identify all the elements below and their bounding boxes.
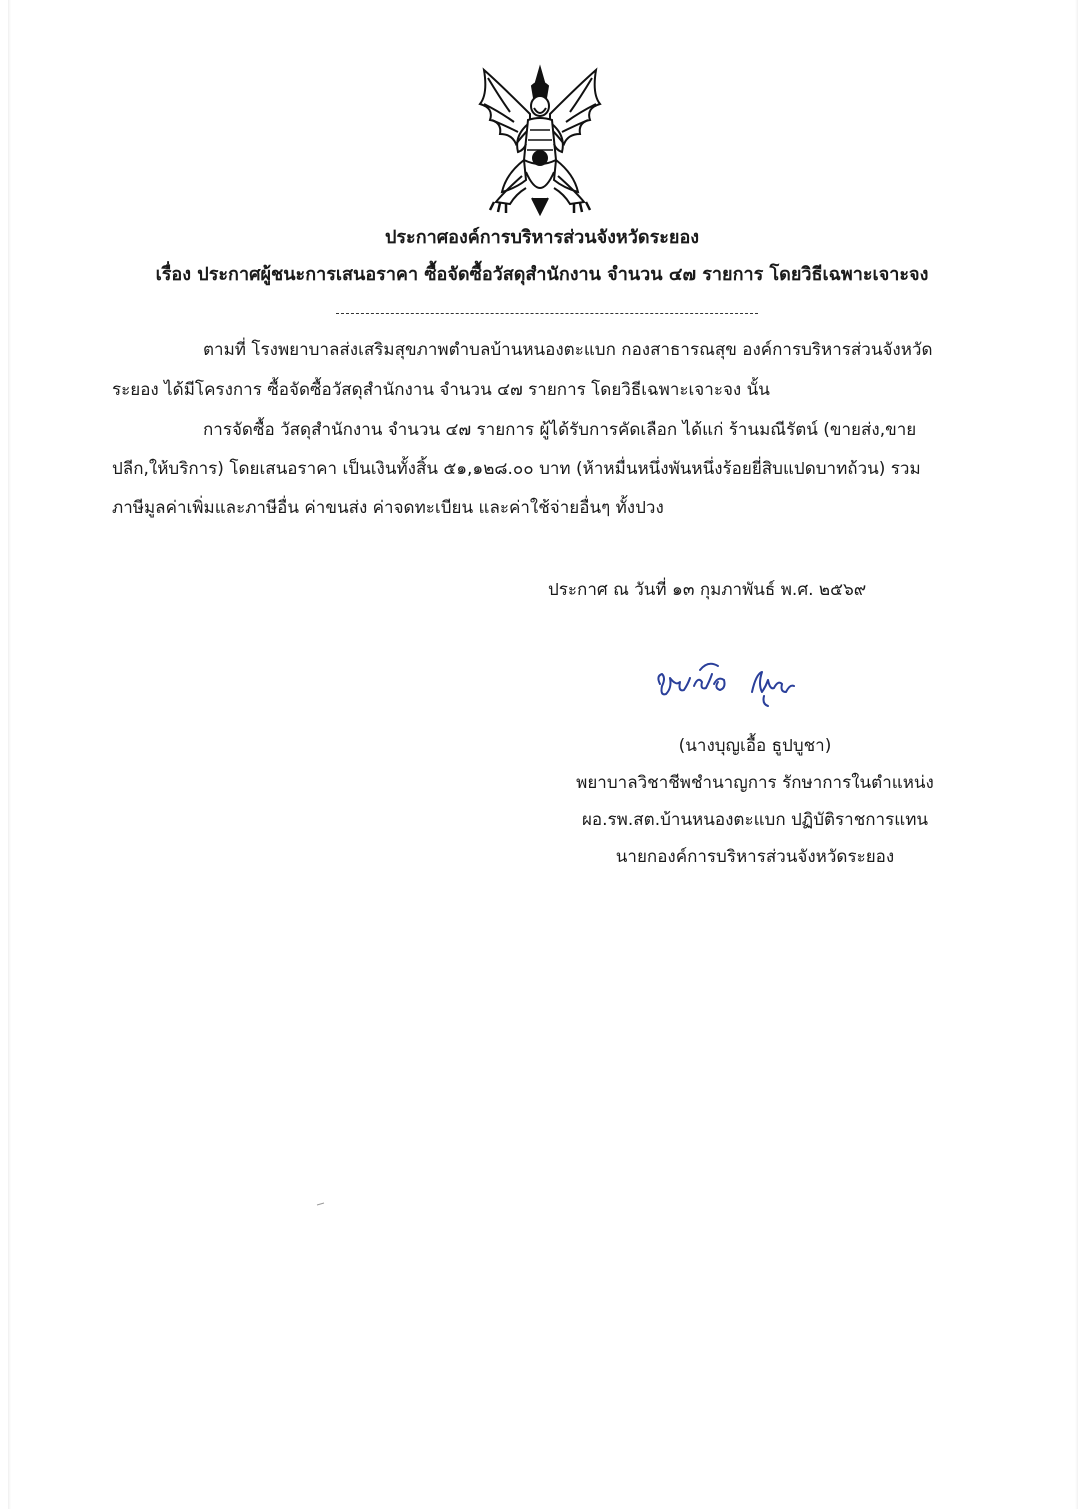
paragraph-1-line-1: ตามที่ โรงพยาบาลส่งเสริมสุขภาพตำบลบ้านหนองตะแบก กองสาธารณสุข องค์การบริหารส่วนจังหวัด — [203, 340, 933, 360]
garuda-emblem-icon — [470, 64, 610, 219]
signatory-block — [540, 728, 970, 876]
paragraph-1-line-2: ระยอง ได้มีโครงการ ซื้อจัดซื้อวัสดุสำนักงาน จำนวน ๔๗ รายการ โดยวิธีเฉพาะเจาะจง นั้น — [112, 380, 770, 400]
paragraph-2-line-3: ภาษีมูลค่าเพิ่มและภาษีอื่น ค่าขนส่ง ค่าจดทะเบียน และค่าใช้จ่ายอื่นๆ ทั้งปวง — [112, 498, 664, 518]
signatory-position-line-1: พยาบาลวิชาชีพชำนาญการ รักษาการในตำแหน่ง — [576, 773, 934, 793]
handwritten-signature — [652, 656, 832, 712]
organization-title: ประกาศองค์การบริหารส่วนจังหวัดระยอง — [384, 227, 700, 248]
paper-speck — [316, 1202, 326, 1206]
signatory-position-line-2: ผอ.รพ.สต.บ้านหนองตะแบก ปฏิบัติราชการแทน — [581, 810, 929, 830]
heading-divider — [336, 313, 758, 314]
signatory-position-line-3: นายกองค์การบริหารส่วนจังหวัดระยอง — [615, 847, 895, 867]
signatory-name: (นางบุญเอื้อ ธูปบูชา) — [678, 736, 832, 756]
announcement-subject: เรื่อง ประกาศผู้ชนะการเสนอราคา ซื้อจัดซื้อวัสดุสำนักงาน จำนวน ๔๗ รายการ โดยวิธีเฉพาะเจาะจง — [155, 264, 929, 285]
announcement-date: ประกาศ ณ วันที่ ๑๓ กุมภาพันธ์ พ.ศ. ๒๕๖๙ — [548, 580, 867, 600]
paragraph-2-line-1: การจัดซื้อ วัสดุสำนักงาน จำนวน ๔๗ รายการ ผู้ได้รับการคัดเลือก ได้แก่ ร้านมณีรัตน์ (ขายส่ง,ขาย — [203, 420, 917, 440]
paragraph-2-line-2: ปลีก,ให้บริการ) โดยเสนอราคา เป็นเงินทั้งสิ้น ๕๑,๑๒๘.๐๐ บาท (ห้าหมื่นหนึ่งพันหนึ่งร้อยยี่สิบแปดบาทถ้วน) รวม — [112, 459, 921, 479]
